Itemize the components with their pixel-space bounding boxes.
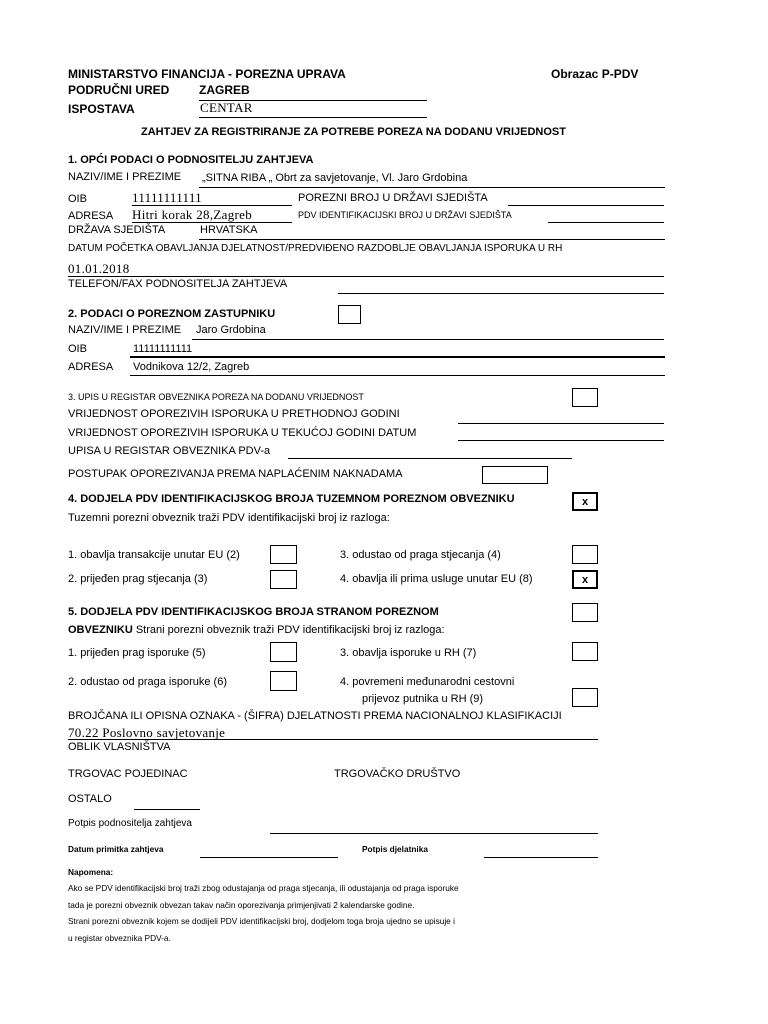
section5-heading-line2 <box>68 625 445 636</box>
activity-value[interactable]: 70.22 Poslovno savjetovanje <box>68 725 226 740</box>
activity-label: BROJČANA ILI OPISNA OZNAKA - (ŠIFRA) DJELATNOSTI PREMA NACIONALNOJ KLASIFIKACIJI <box>68 710 562 722</box>
s4-option4-label: 4. obavlja ili prima usluge unutar EU (8) <box>340 573 533 585</box>
notes-line-4: u registar obveznika PDV-a. <box>68 933 171 943</box>
branch-underline <box>199 117 427 118</box>
applicant-signature-line[interactable] <box>270 833 598 834</box>
s5-option3-label: 3. obavlja isporuke u RH (7) <box>340 647 477 659</box>
oib-label: OIB <box>68 193 87 205</box>
section2-heading: 2. PODACI O POREZNOM ZASTUPNIKU <box>68 308 276 320</box>
phone-line[interactable] <box>338 293 664 294</box>
regional-office-label: PODRUČNI URED <box>68 83 170 97</box>
rep-name-line <box>192 339 664 340</box>
other-line[interactable] <box>134 809 200 810</box>
section4-intro: Tuzemni porezni obveznik traži PDV identifikacijski broj iz razloga: <box>68 512 390 524</box>
country-value[interactable]: HRVATSKA <box>200 224 258 236</box>
rep-oib-line <box>130 356 665 358</box>
rep-oib-value[interactable]: 11111111111 <box>133 343 193 355</box>
rep-name-label: NAZIV/IME I PREZIME <box>68 324 182 336</box>
s5-option1-label: 1. prijeđen prag isporuke (5) <box>68 647 206 659</box>
rep-address-value[interactable]: Vodnikova 12/2, Zagreb <box>133 361 250 373</box>
registry-date-label: UPISA U REGISTAR OBVEZNIKA PDV-a <box>68 445 271 457</box>
office-underline <box>199 100 427 101</box>
regional-office-value: ZAGREB <box>199 83 250 97</box>
address-value[interactable]: Hitri korak 28,Zagreb <box>132 207 253 222</box>
section5-intro: Strani porezni obveznik traži PDV identifikacijski broj iz razloga: <box>135 624 445 636</box>
s4-option3-checkbox[interactable] <box>572 545 598 564</box>
applicant-signature-label: Potpis podnositelja zahtjeva <box>68 818 192 829</box>
activity-line <box>68 739 598 740</box>
notes-line-1: Ako se PDV identifikacijski broj traži zbog odustajanja od praga stjecanja, ili odustajanja od praga isporuke <box>68 883 459 893</box>
vat-id-label: PDV IDENTIFIKACIJSKI BROJ U DRŽAVI SJEDIŠTA <box>298 210 512 220</box>
s5-option2-checkbox[interactable] <box>270 671 297 691</box>
section5-heading-bold: OBVEZNIKU <box>68 624 133 636</box>
tax-number-line[interactable] <box>508 205 664 206</box>
tax-number-label: POREZNI BROJ U DRŽAVI SJEDIŠTA <box>298 192 488 204</box>
prev-year-line[interactable] <box>458 423 664 424</box>
cash-procedure-label: POSTUPAK OPOREZIVANJA PREMA NAPLAĆENIM NAKNADAMA <box>68 468 403 480</box>
notes-line-3: Strani porezni obveznik kojem se dodijeli PDV identifikacijski broj, dodjelom toga broja ujedno se upisuje i <box>68 916 455 926</box>
start-date-value[interactable]: 01.01.2018 <box>68 261 130 276</box>
start-date-label: DATUM POČETKA OBAVLJANJA DJELATNOST/PREDVIĐENO RAZDOBLJE OBAVLJANJA ISPORUKA U RH <box>68 243 563 254</box>
branch-value[interactable]: CENTAR <box>200 100 253 115</box>
clerk-signature-line[interactable] <box>484 857 598 858</box>
notes-heading: Napomena: <box>68 867 114 877</box>
s5-option2-label: 2. odustao od praga isporuke (6) <box>68 676 227 688</box>
rep-oib-label: OIB <box>68 343 87 355</box>
section2-checkbox[interactable] <box>338 305 361 324</box>
s4-option3-label: 3. odustao od praga stjecanja (4) <box>340 549 501 561</box>
section1-heading: 1. OPĆI PODACI O PODNOSITELJU ZAHTJEVA <box>68 154 314 166</box>
current-year-line[interactable] <box>458 440 664 441</box>
prev-year-label: VRIJEDNOST OPOREZIVIH ISPORUKA U PRETHODNOJ GODINI <box>68 408 400 420</box>
rep-address-label: ADRESA <box>68 361 114 373</box>
oib-value[interactable]: 11111111111 <box>132 190 202 205</box>
oib-line <box>132 205 292 206</box>
notes-line-2: tada je porezni obveznik obvezan takav način oporezivanja primjenjivati 2 kalendarske godine. <box>68 900 415 910</box>
address-label: ADRESA <box>68 210 114 222</box>
section3-checkbox[interactable] <box>572 388 598 407</box>
ownership-label: OBLIK VLASNIŠTVA <box>68 741 171 753</box>
form-code: Obrazac P-PDV <box>551 67 639 81</box>
section3-heading: 3. UPIS U REGISTAR OBVEZNIKA POREZA NA DODANU VRIJEDNOST <box>68 392 364 402</box>
section4-heading: 4. DODJELA PDV IDENTIFIKACIJSKOG BROJA TUZEMNOM POREZNOM OBVEZNIKU <box>68 493 515 505</box>
receipt-date-label: Datum primitka zahtjeva <box>68 844 164 854</box>
clerk-signature-label: Potpis djelatnika <box>362 844 428 854</box>
cash-procedure-box[interactable] <box>482 466 548 484</box>
form-title: ZAHTJEV ZA REGISTRIRANJE ZA POTREBE POREZA NA DODANU VRIJEDNOST <box>141 126 566 138</box>
s5-option4-checkbox[interactable] <box>572 688 598 707</box>
country-label: DRŽAVA SJEDIŠTA <box>68 224 166 236</box>
vat-id-line[interactable] <box>548 222 664 223</box>
country-line <box>199 239 665 240</box>
phone-label: TELEFON/FAX PODNOSITELJA ZAHTJEVA <box>68 278 288 290</box>
company-label: TRGOVAČKO DRUŠTVO <box>334 768 461 780</box>
sole-trader-label: TRGOVAC POJEDINAC <box>68 768 188 780</box>
s4-option4-checkbox[interactable]: x <box>572 570 598 589</box>
section5-checkbox[interactable] <box>572 603 598 622</box>
section5-heading-line1: 5. DODJELA PDV IDENTIFIKACIJSKOG BROJA STRANOM POREZNOM <box>68 606 439 618</box>
applicant-name-value[interactable]: „SITNA RIBA „ Obrt za savjetovanje, Vl. Jaro Grdobina <box>202 172 468 184</box>
s4-option1-label: 1. obavlja transakcije unutar EU (2) <box>68 549 240 561</box>
current-year-label: VRIJEDNOST OPOREZIVIH ISPORUKA U TEKUĆOJ GODINI DATUM <box>68 427 417 439</box>
s4-option2-checkbox[interactable] <box>270 570 297 589</box>
registry-date-line[interactable] <box>288 458 572 459</box>
other-label: OSTALO <box>68 793 112 805</box>
ministry-name: MINISTARSTVO FINANCIJA - POREZNA UPRAVA <box>68 67 346 81</box>
applicant-name-line <box>199 187 665 188</box>
branch-label: ISPOSTAVA <box>68 102 135 116</box>
s5-option3-checkbox[interactable] <box>572 642 598 661</box>
s5-option4-label-line2: prijevoz putnika u RH (9) <box>362 693 484 705</box>
s4-option1-checkbox[interactable] <box>270 545 297 564</box>
applicant-name-label: NAZIV/IME I PREZIME <box>68 171 182 183</box>
receipt-date-line[interactable] <box>200 857 338 858</box>
start-date-line <box>68 276 664 277</box>
s5-option4-label-line1: 4. povremeni međunarodni cestovni <box>340 676 515 688</box>
rep-name-value[interactable]: Jaro Grdobina <box>196 324 266 336</box>
s4-option2-label: 2. prijeđen prag stjecanja (3) <box>68 573 208 585</box>
s5-option1-checkbox[interactable] <box>270 642 297 662</box>
rep-address-line <box>130 375 665 376</box>
address-line <box>132 222 292 223</box>
section4-checkbox[interactable]: x <box>572 492 598 511</box>
